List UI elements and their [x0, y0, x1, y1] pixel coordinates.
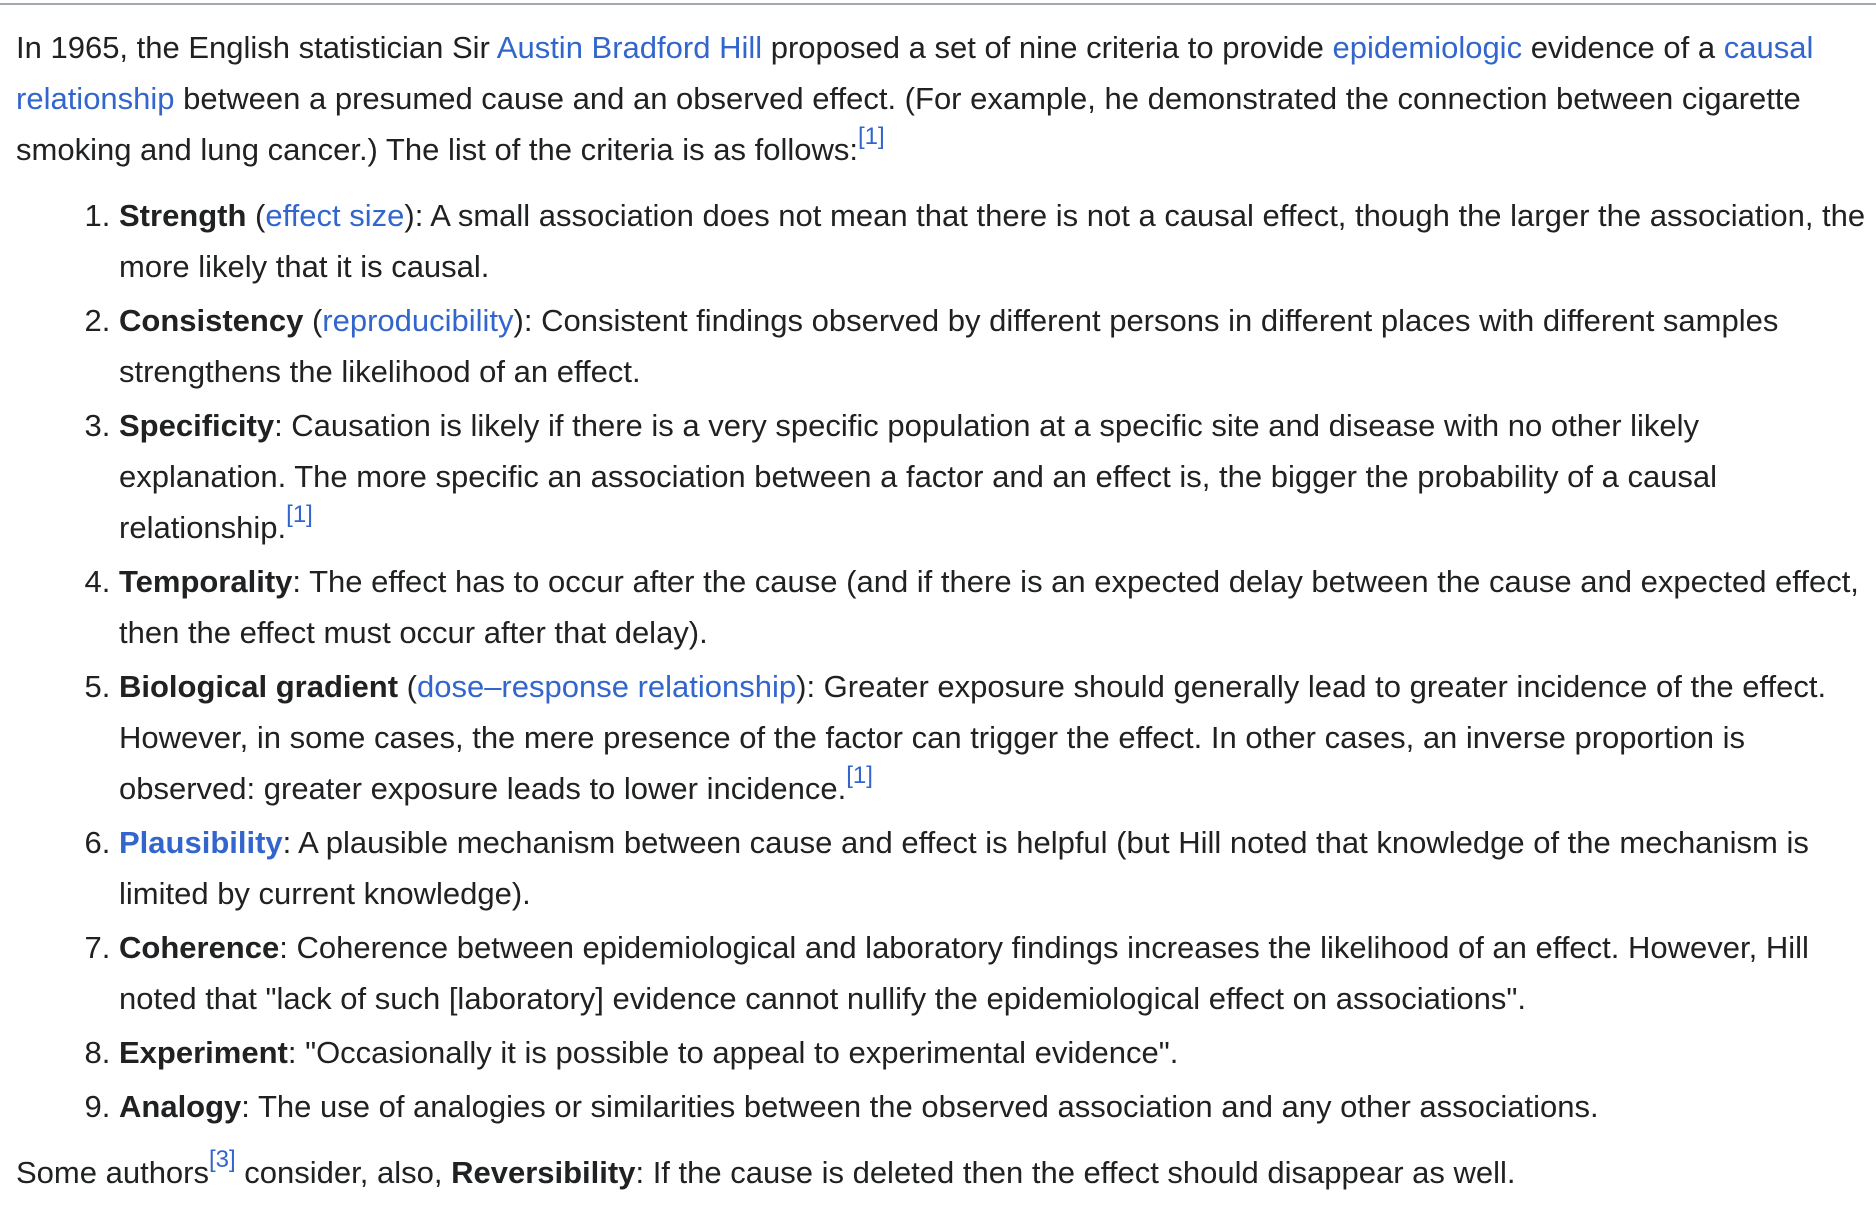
intro-text: proposed a set of nine criteria to provide [762, 30, 1333, 65]
list-item-temporality [119, 556, 1866, 658]
criterion-name: Consistency [119, 303, 304, 338]
reference-link[interactable]: [1] [846, 761, 873, 789]
intro-text: evidence of a [1522, 30, 1724, 65]
reversibility-term: Reversibility [451, 1155, 636, 1190]
criterion-name: Analogy [119, 1089, 242, 1124]
outro-text: : If the cause is deleted then the effect should disappear as well. [635, 1155, 1516, 1190]
criterion-name: Strength [119, 198, 247, 233]
list-item-plausibility [119, 817, 1866, 919]
outro-paragraph [16, 1147, 1866, 1198]
effect-size-link[interactable]: effect size [265, 198, 405, 233]
intro-text: In 1965, the English statistician Sir [16, 30, 497, 65]
criterion-text: : Greater exposure should generally lead to greater incidence of the effect. However, in some cases, the mere presence of the factor can trigger the effect. In other cases, an inverse proportion is observed: greater exposure leads to lower incidence. [119, 669, 1827, 806]
criterion-text: : A small association does not mean that there is not a causal effect, though the larger the association, the more likely that it is causal. [119, 198, 1866, 284]
criterion-text: : The effect has to occur after the cause (and if there is an expected delay between the cause and expected effect, then the effect must occur after that delay). [119, 564, 1859, 650]
outro-text: Some authors [16, 1155, 209, 1190]
paren-open: ( [398, 669, 417, 704]
list-item-experiment [119, 1027, 1866, 1078]
paren-close: ) [404, 198, 415, 233]
section-divider [0, 3, 1876, 5]
criteria-list [16, 190, 1866, 1132]
list-item-consistency [119, 295, 1866, 397]
criterion-name: Temporality [119, 564, 293, 599]
outro-text: consider, also, [235, 1155, 452, 1190]
criterion-name: Plausibility [119, 825, 283, 860]
criterion-name: Experiment [119, 1035, 288, 1070]
criterion-name: Specificity [119, 408, 275, 443]
criterion-text: : A plausible mechanism between cause and effect is helpful (but Hill noted that knowledge of the mechanism is limited by current knowledge). [119, 825, 1809, 911]
intro-text: between a presumed cause and an observed effect. (For example, he demonstrated the connection between cigarette smoking and lung cancer.) The list of the criteria is as follows: [16, 81, 1801, 167]
criterion-text: : Coherence between epidemiological and laboratory findings increases the likelihood of an effect. However, Hill noted that "lack of such [laboratory] evidence cannot nullify the epidemiological effect on associations". [119, 930, 1809, 1016]
dose-response-link[interactable]: dose–response relationship [416, 669, 797, 704]
criterion-text: : The use of analogies or similarities between the observed association and any other associations. [241, 1089, 1599, 1124]
reference-link[interactable]: [1] [286, 500, 313, 528]
reference-link[interactable]: [3] [209, 1145, 236, 1173]
criterion-name: Biological gradient [119, 669, 399, 704]
list-item-analogy [119, 1081, 1866, 1132]
list-item-strength [119, 190, 1866, 292]
list-item-coherence [119, 922, 1866, 1024]
reproducibility-link[interactable]: reproducibility [322, 303, 514, 338]
paren-close: ) [513, 303, 524, 338]
article-body [16, 22, 1866, 1198]
list-item-specificity [119, 400, 1866, 553]
austin-bradford-hill-link[interactable]: Austin Bradford Hill [496, 30, 763, 65]
criterion-name: Coherence [119, 930, 280, 965]
paren-open: ( [246, 198, 266, 233]
paren-close: ) [796, 669, 807, 704]
epidemiologic-link[interactable]: epidemiologic [1332, 30, 1523, 65]
causal-relationship-link[interactable]: causal relationship [16, 30, 1814, 116]
criterion-text: : Causation is likely if there is a very specific population at a specific site and disease with no other likely explanation. The more specific an association between a factor and an effect is, the bigger the probability of a causal relationship. [119, 408, 1718, 545]
criterion-text: : "Occasionally it is possible to appeal to experimental evidence". [287, 1035, 1179, 1070]
plausibility-link[interactable] [119, 825, 283, 860]
paren-open: ( [303, 303, 323, 338]
reference-link[interactable]: [1] [857, 122, 885, 150]
criterion-text: : Consistent findings observed by different persons in different places with different samples strengthens the likelihood of an effect. [119, 303, 1779, 389]
intro-paragraph [16, 22, 1866, 175]
list-item-biological-gradient [119, 661, 1866, 814]
